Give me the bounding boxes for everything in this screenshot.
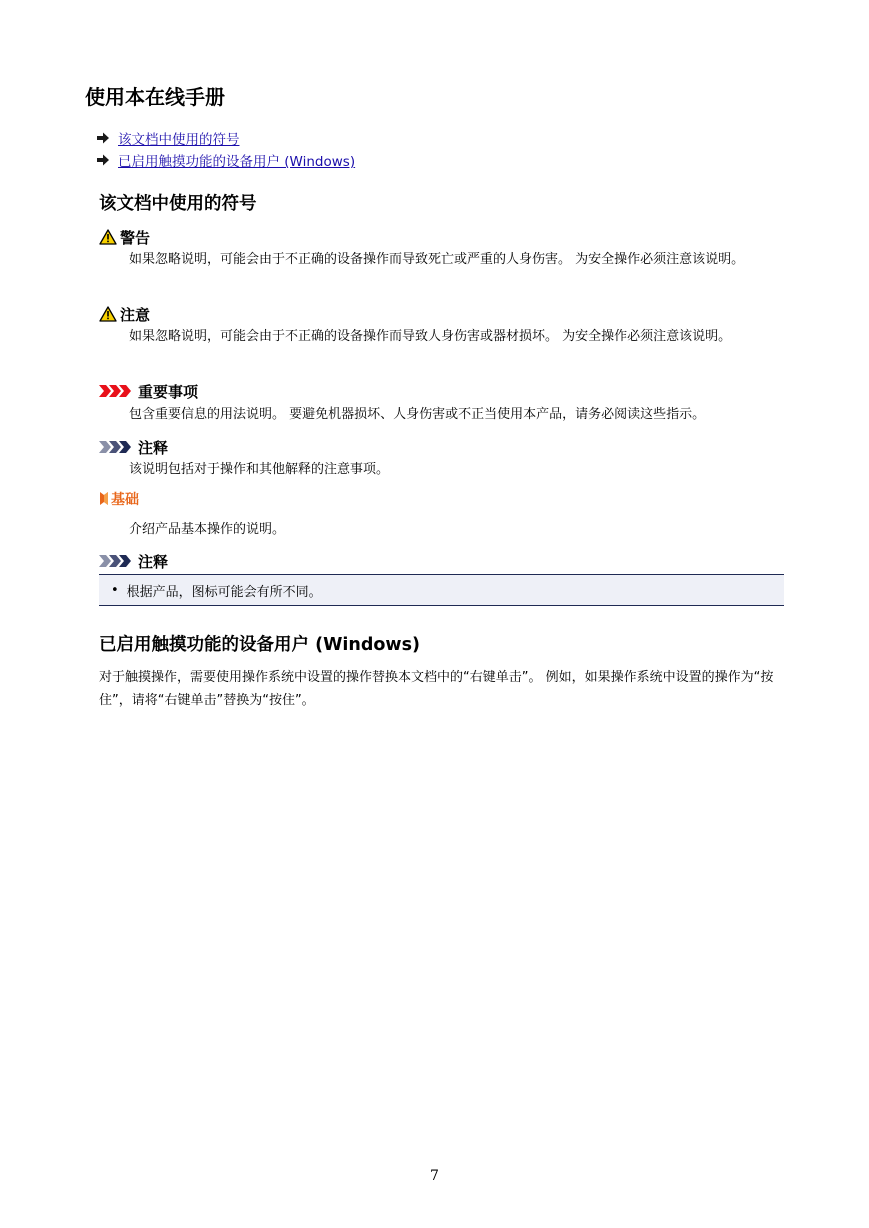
- note-box-item: 根据产品，图标可能会有所不同。: [126, 584, 322, 600]
- note2-label: 注释: [138, 552, 169, 571]
- toc-item: [96, 127, 796, 149]
- warning-triangle-icon: [99, 229, 117, 245]
- important-chevrons-icon: [99, 384, 133, 398]
- note-chevrons-icon: [99, 554, 133, 568]
- arrow-right-icon: [96, 131, 110, 145]
- page-title: 使用本在线手册: [85, 85, 225, 109]
- table-of-contents: [96, 127, 796, 171]
- section-title-touch-users: 已启用触摸功能的设备用户 (Windows): [99, 635, 420, 655]
- touch-users-text: 对于触摸操作，需要使用操作系统中设置的操作替换本文档中的“右键单击”。 例如，如果操作系统中设置的操作为“按住”，请将“右键单击”替换为“按住”。: [99, 670, 774, 708]
- toc-link-symbols[interactable]: 该文档中使用的符号: [118, 132, 240, 148]
- important-heading: [99, 380, 198, 402]
- page-number: 7: [430, 1168, 439, 1184]
- warning-label: 警告: [120, 228, 151, 247]
- section-title-symbols: 该文档中使用的符号: [99, 194, 257, 214]
- note2-heading: [99, 550, 168, 572]
- bullet: •: [111, 582, 119, 598]
- note-label: 注释: [138, 438, 169, 457]
- note-text: 该说明包括对于操作和其他解释的注意事项。: [129, 462, 390, 477]
- basic-label: 基础: [111, 492, 139, 508]
- caution-text: 如果忽略说明，可能会由于不正确的设备操作而导致人身伤害或器材损坏。 为安全操作必须注意该说明。: [129, 329, 732, 344]
- toc-link-touch-users[interactable]: 已启用触摸功能的设备用户 (Windows): [118, 154, 356, 170]
- warning-text: 如果忽略说明，可能会由于不正确的设备操作而导致死亡或严重的人身伤害。 为安全操作必须注意该说明。: [129, 252, 745, 267]
- note-chevrons-icon: [99, 440, 133, 454]
- warning-heading: [99, 226, 150, 248]
- caution-triangle-icon: [99, 306, 117, 322]
- caution-heading: [99, 303, 150, 325]
- arrow-right-icon: [96, 153, 110, 167]
- basic-text: 介绍产品基本操作的说明。: [129, 522, 286, 537]
- note-heading: [99, 436, 168, 458]
- basic-flag-icon: [99, 491, 109, 507]
- important-text: 包含重要信息的用法说明。 要避免机器损坏、人身伤害或不正当使用本产品，请务必阅读这些指示。: [129, 407, 706, 422]
- important-label: 重要事项: [138, 382, 199, 401]
- toc-item: [96, 149, 796, 171]
- caution-label: 注意: [120, 305, 151, 324]
- basic-heading: [99, 488, 139, 510]
- note-box: [99, 574, 784, 606]
